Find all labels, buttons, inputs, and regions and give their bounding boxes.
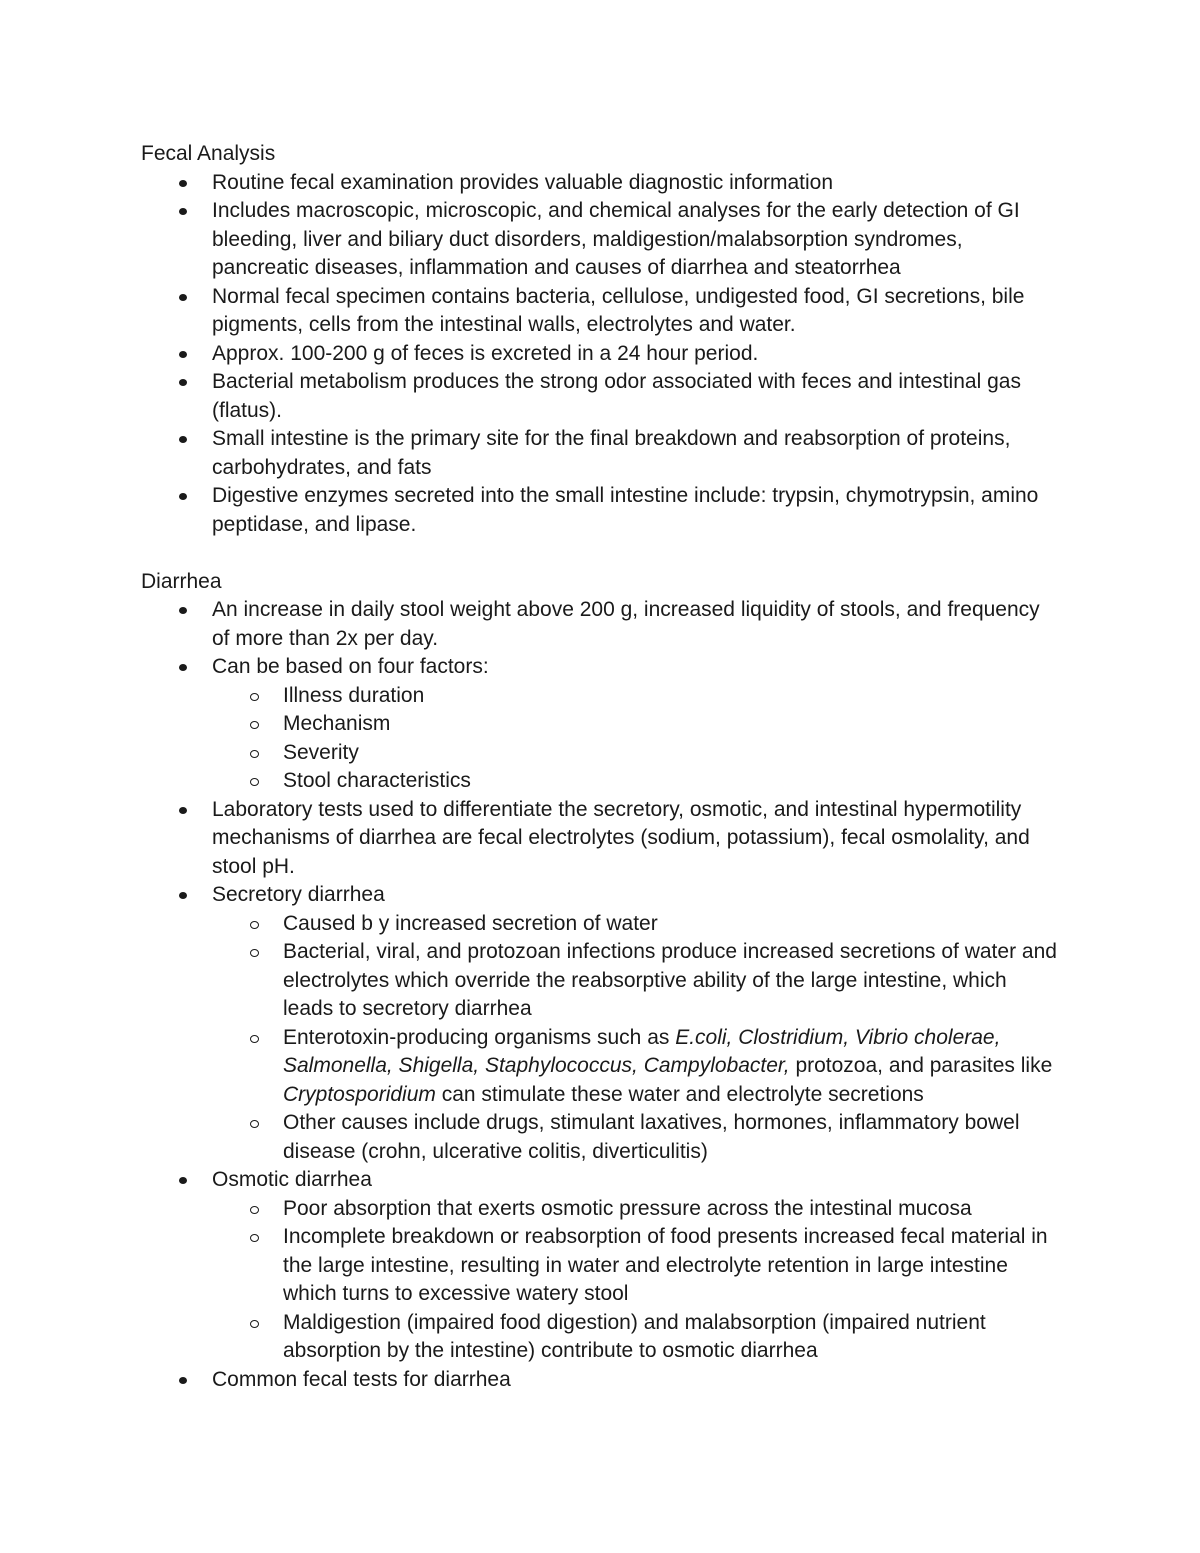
factors-sublist xyxy=(212,682,1061,796)
sublist-item: Maldigestion (impaired food digestion) and malabsorption (impaired nutrient absorption by the intestine) contribute to osmotic diarrhea xyxy=(212,1309,1061,1366)
list-item: Routine fecal examination provides valuable diagnostic information xyxy=(141,169,1061,198)
osmotic-sublist xyxy=(212,1195,1061,1366)
sublist-item: Poor absorption that exerts osmotic pressure across the intestinal mucosa xyxy=(212,1195,1061,1224)
sublist-item: Incomplete breakdown or reabsorption of food presents increased fecal material in the large intestine, resulting in water and electrolyte retention in large intestine which turns to excessive watery stool xyxy=(212,1223,1061,1309)
list-item-lab-tests: Laboratory tests used to differentiate the secretory, osmotic, and intestinal hypermotility mechanisms of diarrhea are fecal electrolytes (sodium, potassium), fecal osmolality, and stool pH. xyxy=(141,796,1061,882)
sublist-item: Stool characteristics xyxy=(212,767,1061,796)
sublist-item: Caused b y increased secretion of water xyxy=(212,910,1061,939)
section-spacer xyxy=(141,539,1061,568)
enterotoxin-parasite: Cryptosporidium xyxy=(283,1082,436,1106)
document-page xyxy=(141,140,1061,1394)
list-item-secretory xyxy=(141,881,1061,1166)
list-item: Includes macroscopic, microscopic, and chemical analyses for the early detection of GI bleeding, liver and biliary duct disorders, maldigestion/malabsorption syndromes, pancreatic diseases, inflammation and causes of diarrhea and steatorrhea xyxy=(141,197,1061,283)
enterotoxin-middle: protozoa, and parasites like xyxy=(789,1054,1053,1077)
fecal-analysis-list xyxy=(141,169,1061,540)
sublist-item: Illness duration xyxy=(212,682,1061,711)
sublist-item: Bacterial, viral, and protozoan infections produce increased secretions of water and electrolytes which override the reabsorptive ability of the large intestine, which leads to secretory diarrhea xyxy=(212,938,1061,1024)
secretory-sublist xyxy=(212,910,1061,1167)
list-item: Small intestine is the primary site for the final breakdown and reabsorption of proteins, carbohydrates, and fats xyxy=(141,425,1061,482)
sublist-item: Severity xyxy=(212,739,1061,768)
list-item: Normal fecal specimen contains bacteria, cellulose, undigested food, GI secretions, bile pigments, cells from the intestinal walls, electrolytes and water. xyxy=(141,283,1061,340)
list-item-common-tests: Common fecal tests for diarrhea xyxy=(141,1366,1061,1395)
list-item-osmotic xyxy=(141,1166,1061,1366)
secretory-label: Secretory diarrhea xyxy=(212,883,385,906)
factors-label: Can be based on four factors: xyxy=(212,655,489,678)
sublist-item: Mechanism xyxy=(212,710,1061,739)
osmotic-label: Osmotic diarrhea xyxy=(212,1168,372,1191)
sublist-item-enterotoxin xyxy=(212,1024,1061,1110)
list-item-definition: An increase in daily stool weight above 200 g, increased liquidity of stools, and frequency of more than 2x per day. xyxy=(141,596,1061,653)
diarrhea-list xyxy=(141,596,1061,1394)
section-title-fecal-analysis: Fecal Analysis xyxy=(141,142,276,165)
list-item: Bacterial metabolism produces the strong odor associated with feces and intestinal gas (flatus). xyxy=(141,368,1061,425)
section-title-diarrhea: Diarrhea xyxy=(141,569,222,593)
enterotoxin-organisms: E.coli, Clostridium, Vibrio cholerae, Salmonella, Shigella, Staphylococcus, Campylobacter, xyxy=(283,1025,1001,1077)
list-item: Digestive enzymes secreted into the small intestine include: trypsin, chymotrypsin, amino peptidase, and lipase. xyxy=(141,482,1061,539)
sublist-item: Other causes include drugs, stimulant laxatives, hormones, inflammatory bowel disease (crohn, ulcerative colitis, diverticulitis) xyxy=(212,1109,1061,1166)
enterotoxin-suffix: can stimulate these water and electrolyte secretions xyxy=(435,1082,924,1106)
list-item: Approx. 100-200 g of feces is excreted in a 24 hour period. xyxy=(141,340,1061,369)
enterotoxin-prefix: Enterotoxin-producing organisms such as xyxy=(283,1025,676,1049)
list-item-factors xyxy=(141,653,1061,796)
